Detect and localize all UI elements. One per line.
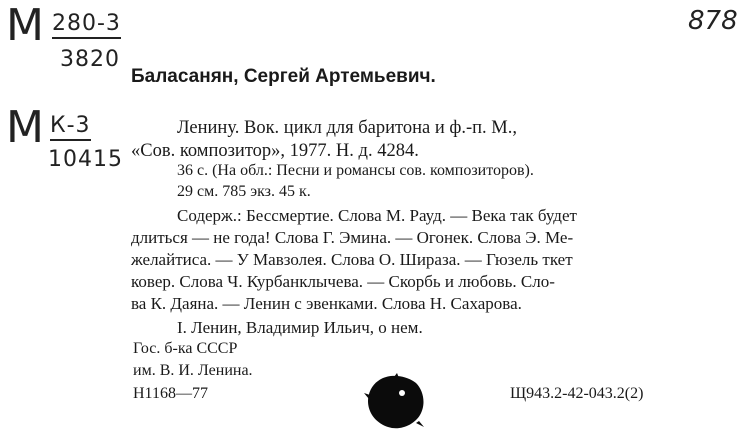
classification-index: Щ943.2-42-043.2(2) <box>510 385 644 402</box>
shelf-letter-2: М <box>6 102 44 153</box>
card-number: Н1168—77 <box>133 385 208 402</box>
shelf-code-2b: 10415 <box>48 147 123 172</box>
author-heading: Баласанян, Сергей Артемьевич. <box>131 66 436 87</box>
shelf-code-1b: 3820 <box>60 47 120 72</box>
corner-note: 878 <box>688 6 738 36</box>
title-line-2: «Сов. композитор», 1977. Н. д. 4284. <box>131 141 419 161</box>
shelf-code-2a: К-3 <box>50 114 91 141</box>
title-line-1 <box>177 118 675 139</box>
physical-line-1: 36 с. (На обл.: Песни и романсы сов. композиторов). <box>177 162 534 179</box>
title-text: Ленину. Вок. цикл для баритона и ф.-п. М., <box>177 118 517 138</box>
contents-line-2: длиться — не года! Слова Г. Эмина. — Огонек. Слова Э. Ме- <box>131 228 574 247</box>
contents-line-3: желайтиса. — У Мавзолея. Слова О. Шираза. — Гюзель ткет <box>131 250 573 269</box>
shelf-letter-1: М <box>6 0 44 51</box>
subject-heading: I. Ленин, Владимир Ильич, о нем. <box>177 318 423 337</box>
library-line-2: им. В. И. Ленина. <box>133 362 253 379</box>
shelf-code-1a: 280-3 <box>52 12 121 39</box>
contents-line-5: ва К. Даяна. — Ленин с эвенками. Слова Н. Сахарова. <box>131 294 522 313</box>
library-line-1: Гос. б-ка СССР <box>133 340 238 357</box>
contents-line-4: ковер. Слова Ч. Курбанклычева. — Скорбь и любовь. Сло- <box>131 272 555 291</box>
contents-line-1: Содерж.: Бессмертие. Слова М. Рауд. — Века так будет <box>177 206 577 225</box>
punch-hole-blot <box>364 373 426 431</box>
physical-line-2: 29 см. 785 экз. 45 к. <box>177 183 311 200</box>
